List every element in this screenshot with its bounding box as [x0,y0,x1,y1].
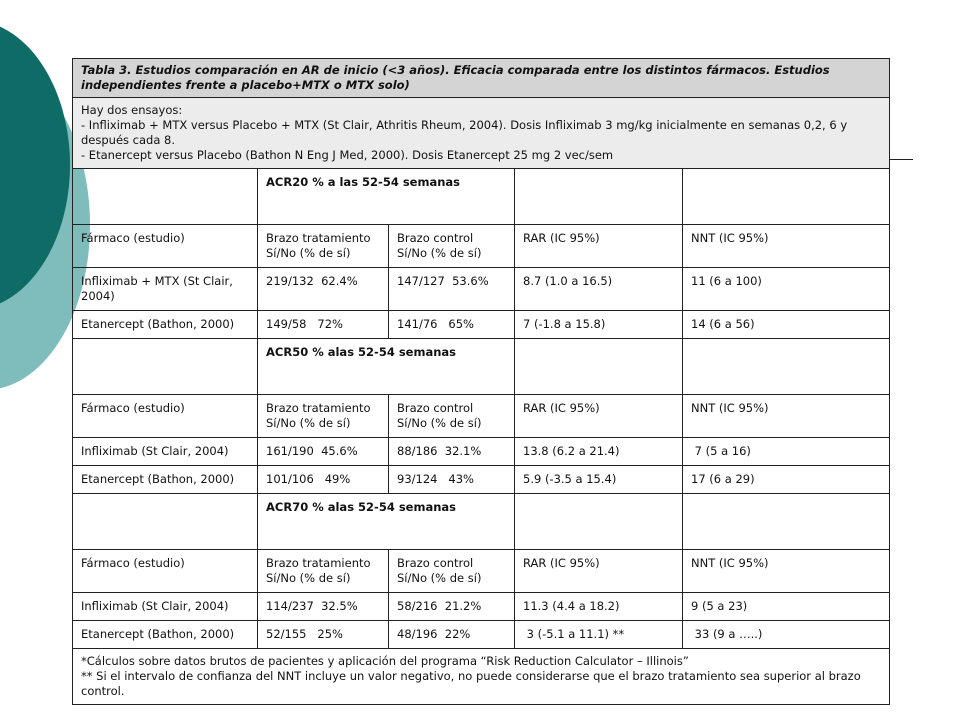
table-cell: 17 (6 a 29) [683,466,890,494]
column-header: NNT (IC 95%) [683,550,890,593]
table-row [73,438,890,466]
table-row [73,466,890,494]
footnote-line: ** Si el intervalo de confianza del NNT incluye un valor negativo, no puede considerarse que el brazo tratamiento sea superior al brazo control. [81,669,861,698]
table-cell: 7 (5 a 16) [683,438,890,466]
empty-cell [73,169,258,225]
table-cell: 101/106 49% [258,466,389,494]
intro-line: - Infliximab + MTX versus Placebo + MTX (St Clair, Athritis Rheum, 2004). Dosis Infliximab 3 mg/kg inicialmente en semanas 0,2, 6 y después cada 8. [81,118,848,147]
section-title: ACR70 % alas 52-54 semanas [258,494,515,550]
caption-row [73,59,890,98]
table-cell: 48/196 22% [389,621,515,649]
side-rule [889,159,913,160]
table-cell: Infliximab (St Clair, 2004) [73,593,258,621]
table-cell: Etanercept (Bathon, 2000) [73,621,258,649]
table-cell: 52/155 25% [258,621,389,649]
column-header: Brazo tratamiento Sí/No (% de sí) [258,550,389,593]
table-cell: 141/76 65% [389,311,515,339]
table-cell: 88/186 32.1% [389,438,515,466]
empty-cell [683,494,890,550]
section-title: ACR50 % alas 52-54 semanas [258,339,515,395]
table-row [73,621,890,649]
column-header: Brazo control Sí/No (% de sí) [389,225,515,268]
column-header: NNT (IC 95%) [683,225,890,268]
column-header: NNT (IC 95%) [683,395,890,438]
table-cell: 58/216 21.2% [389,593,515,621]
table-cell: 3 (-5.1 a 11.1) ** [515,621,683,649]
intro-line: Hay dos ensayos: [81,103,183,117]
table-cell: 11 (6 a 100) [683,268,890,311]
section-title-row [73,169,890,225]
footnote-row [73,649,890,705]
header-row [73,225,890,268]
header-row [73,395,890,438]
column-header: Brazo control Sí/No (% de sí) [389,550,515,593]
intro-text [73,98,890,169]
footnote-line: *Cálculos sobre datos brutos de pacientes y aplicación del programa “Risk Reduction Calculator – Illinois” [81,654,689,668]
empty-cell [73,339,258,395]
table-row [73,268,890,311]
column-header: RAR (IC 95%) [515,550,683,593]
section-title: ACR20 % a las 52-54 semanas [258,169,515,225]
table-cell: 114/237 32.5% [258,593,389,621]
table-cell: Infliximab (St Clair, 2004) [73,438,258,466]
section-title-row [73,339,890,395]
table-cell: 9 (5 a 23) [683,593,890,621]
table-cell: 11.3 (4.4 a 18.2) [515,593,683,621]
table-cell: 5.9 (-3.5 a 15.4) [515,466,683,494]
header-row [73,550,890,593]
column-header: Fármaco (estudio) [73,550,258,593]
table-cell: 8.7 (1.0 a 16.5) [515,268,683,311]
table-cell: 93/124 43% [389,466,515,494]
table-cell: 219/132 62.4% [258,268,389,311]
empty-cell [515,169,683,225]
column-header: Fármaco (estudio) [73,395,258,438]
footnotes [73,649,890,705]
empty-cell [683,339,890,395]
intro-row [73,98,890,169]
table-cell: 7 (-1.8 a 15.8) [515,311,683,339]
table-cell: 14 (6 a 56) [683,311,890,339]
results-table [72,58,890,705]
intro-line: - Etanercept versus Placebo (Bathon N Eng J Med, 2000). Dosis Etanercept 25 mg 2 vec/sem [81,148,614,162]
empty-cell [515,494,683,550]
table-cell: 149/58 72% [258,311,389,339]
column-header: Brazo tratamiento Sí/No (% de sí) [258,395,389,438]
table-cell: Infliximab + MTX (St Clair, 2004) [73,268,258,311]
section-title-row [73,494,890,550]
table-cell: 161/190 45.6% [258,438,389,466]
table-cell: Etanercept (Bathon, 2000) [73,466,258,494]
empty-cell [515,339,683,395]
table-cell: Etanercept (Bathon, 2000) [73,311,258,339]
column-header: RAR (IC 95%) [515,225,683,268]
table-caption: Tabla 3. Estudios comparación en AR de inicio (<3 años). Eficacia comparada entre los distintos fármacos. Estudios independientes frente a placebo+MTX o MTX solo) [73,59,890,98]
table-cell: 147/127 53.6% [389,268,515,311]
column-header: Fármaco (estudio) [73,225,258,268]
column-header: RAR (IC 95%) [515,395,683,438]
empty-cell [73,494,258,550]
column-header: Brazo tratamiento Sí/No (% de sí) [258,225,389,268]
table-row [73,593,890,621]
table-cell: 33 (9 a …..) [683,621,890,649]
empty-cell [683,169,890,225]
column-header: Brazo control Sí/No (% de sí) [389,395,515,438]
table-cell: 13.8 (6.2 a 21.4) [515,438,683,466]
table-row [73,311,890,339]
